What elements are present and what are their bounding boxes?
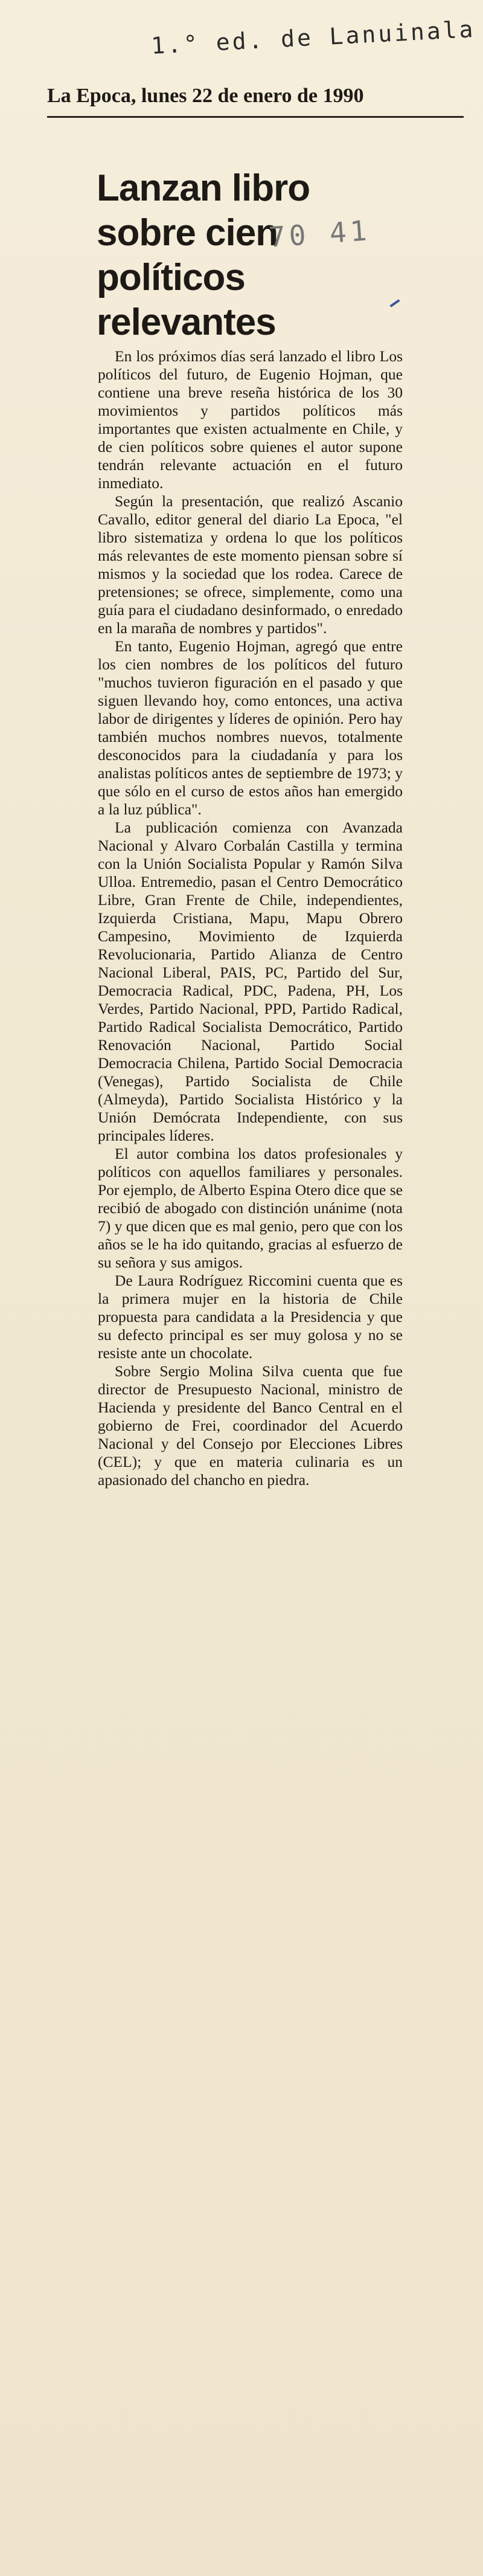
- dateline-rule: [47, 116, 464, 118]
- headline-line: políticos: [97, 257, 245, 298]
- article-paragraph: Según la presentación, que realizó Ascanio Cavallo, editor general del diario La Epoca, "el libro sistematiza y ordena lo que los políticos más relevantes de este momento piensan sobre sí mismos y la sociedad que los rodea. Carece de pretensiones; se ofrece, simplemente, como una guía para el ciudadano desinformado, o enredado en la maraña de nombres y partidos".: [98, 492, 403, 637]
- handwritten-note: 1.° ed. de Lanuinala: [150, 15, 476, 60]
- handwritten-annotation: 70 41: [267, 214, 372, 254]
- article-paragraph: En tanto, Eugenio Hojman, agregó que entre los cien nombres de los políticos del futuro "muchos tuvieron figuración en el pasado y que siguen llevando hoy, como entonces, una activa labor de dirigentes y líderes de opinión. Pero hay también muchos nombres nuevos, totalmente desconocidos para la ciudadanía y para los analistas políticos antes de septiembre de 1973; y que sólo en el curso de estos años han emergido a la luz pública".: [98, 637, 403, 818]
- article-paragraph: De Laura Rodríguez Riccomini cuenta que es la primera mujer en la historia de Chile propuesta para candidata a la Presidencia y que su defecto principal es ser muy golosa y no se resiste ante un chocolate.: [98, 1272, 403, 1362]
- article-paragraph: En los próximos días será lanzado el libro Los políticos del futuro, de Eugenio Hojman, que contiene una breve reseña histórica de los 30 movimientos y partidos políticos más importantes que existen actualmente en Chile, y de cien políticos sobre quienes el autor supone tendrán relevante actuación en el futuro inmediato.: [98, 347, 403, 492]
- article-body: [98, 347, 403, 1489]
- headline-line: relevantes: [97, 301, 276, 343]
- headline-line: sobre cien: [97, 212, 278, 254]
- article-paragraph: El autor combina los datos profesionales y políticos con aquellos familiares y personales. Por ejemplo, de Alberto Espina Otero dice que se recibió de abogado con distinción unánime (nota 7) y que dicen que es mal genio, pero que con los años se le ha ido quitando, gracias al esfuerzo de su señora y sus amigos.: [98, 1145, 403, 1271]
- headline-line: Lanzan libro: [97, 167, 310, 209]
- article-paragraph: Sobre Sergio Molina Silva cuenta que fue director de Presupuesto Nacional, ministro de Hacienda y presidente del Banco Central en el gobierno de Frei, coordinador del Acuerdo Nacional y del Consejo por Elecciones Libres (CEL); y que en materia culinaria es un apasionado del chancho en piedra.: [98, 1362, 403, 1489]
- article-paragraph: La publicación comienza con Avanzada Nacional y Alvaro Corbalán Castilla y termina con la Unión Socialista Popular y Ramón Silva Ulloa. Entremedio, pasan el Centro Democrático Libre, Gran Frente de Chile, independientes, Izquierda Cristiana, Mapu, Mapu Obrero Campesino, Movimiento de Izquierda Revolucionaria, Partido Alianza de Centro Nacional Liberal, PAIS, PC, Partido del Sur, Democracia Radical, PDC, Padena, PH, Los Verdes, Partido Nacional, PPD, Partido Radical, Partido Radical Socialista Democrático, Partido Renovación Nacional, Partido Social Democracia Chilena, Partido Social Democracia (Venegas), Partido Socialista de Chile (Almeyda), Partido Socialista Histórico y la Unión Demócrata Independiente, con sus principales líderes.: [98, 819, 403, 1144]
- headline: [97, 166, 411, 345]
- dateline: La Epoca, lunes 22 de enero de 1990: [47, 85, 364, 107]
